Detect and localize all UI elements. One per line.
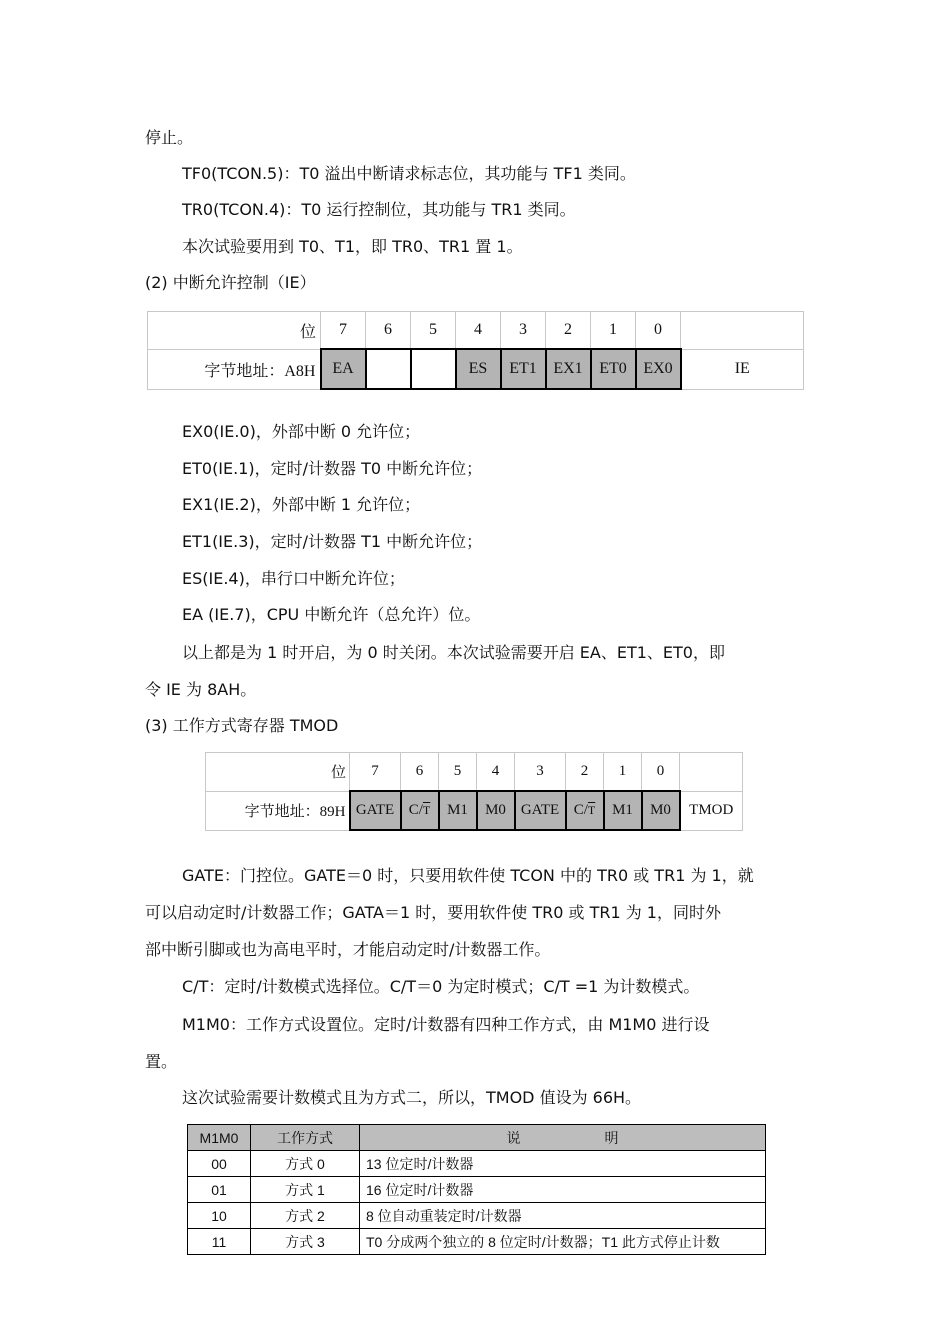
register-name: IE <box>681 349 804 389</box>
bit-field <box>566 791 604 830</box>
paragraph-text: 停止。 <box>145 128 194 147</box>
bit-number: 7 <box>350 753 401 792</box>
paragraph-text: EX1(IE.2)，外部中断 1 允许位； <box>182 495 421 514</box>
row-label: 位 <box>148 312 321 350</box>
column-header: M1M0 <box>188 1125 251 1151</box>
table-cell: 8 位自动重装定时/计数器 <box>360 1203 766 1229</box>
paragraph-text: ET0(IE.1)，定时/计数器 T0 中断允许位； <box>182 459 483 478</box>
paragraph-text: ET1(IE.3)，定时/计数器 T1 中断允许位； <box>182 532 483 551</box>
bit-field: ET0 <box>591 349 636 389</box>
paragraph-text: TF0(TCON.5)：T0 溢出中断请求标志位，其功能与 TF1 类同。 <box>182 164 636 183</box>
column-header: 说 明 <box>360 1125 766 1151</box>
bit-number: 0 <box>642 753 680 792</box>
table-cell: 00 <box>188 1151 251 1177</box>
bit-row <box>148 312 804 350</box>
paragraph-text: 可以启动定时/计数器工作；GATA＝1 时，要用软件使 TR0 或 TR1 为 1，同时外 <box>145 903 721 922</box>
table-cell: T0 分成两个独立的 8 位定时/计数器；T1 此方式停止计数 <box>360 1229 766 1255</box>
bit-field: EX0 <box>636 349 681 389</box>
byte-address-label: 字节地址：A8H <box>148 349 321 389</box>
bit-field: GATE <box>515 791 566 830</box>
paragraph-text: C/T：定时/计数模式选择位。C/T＝0 为定时模式；C/T =1 为计数模式。 <box>182 977 700 996</box>
ie-register-table <box>147 311 804 390</box>
table-cell: 16 位定时/计数器 <box>360 1177 766 1203</box>
tmod-register-table <box>205 752 743 831</box>
mode-table <box>187 1124 766 1255</box>
paragraph-text: 这次试验需要计数模式且为方式二，所以，TMOD 值设为 66H。 <box>182 1088 642 1107</box>
bit-field <box>401 791 439 830</box>
paragraph-text: 置。 <box>145 1052 178 1071</box>
bit-field: M0 <box>477 791 515 830</box>
bit-row <box>206 753 743 792</box>
bit-number: 3 <box>501 312 546 350</box>
ct-label: C/ <box>408 802 423 818</box>
bit-number: 6 <box>401 753 439 792</box>
table-cell: 方式 2 <box>251 1203 360 1229</box>
bit-number: 5 <box>411 312 456 350</box>
table-cell: 方式 0 <box>251 1151 360 1177</box>
section-heading: (3) 工作方式寄存器 TMOD <box>145 716 339 735</box>
column-header: 工作方式 <box>251 1125 360 1151</box>
table-row <box>188 1177 766 1203</box>
empty-cell <box>680 753 743 792</box>
paragraph-text: TR0(TCON.4)：T0 运行控制位，其功能与 TR1 类同。 <box>182 200 576 219</box>
section-heading: (2) 中断允许控制（IE） <box>145 273 316 292</box>
bit-number: 3 <box>515 753 566 792</box>
table-cell: 13 位定时/计数器 <box>360 1151 766 1177</box>
bit-number: 1 <box>591 312 636 350</box>
bit-number: 0 <box>636 312 681 350</box>
bit-field: M0 <box>642 791 680 830</box>
field-row <box>148 349 804 389</box>
byte-address-label: 字节地址：89H <box>206 791 350 830</box>
paragraph-text: EA (IE.7)，CPU 中断允许（总允许）位。 <box>182 605 481 624</box>
paragraph-text: 本次试验要用到 T0、T1，即 TR0、TR1 置 1。 <box>182 237 523 256</box>
bit-field: EA <box>321 349 366 389</box>
bit-number: 1 <box>604 753 642 792</box>
bit-field: ET1 <box>501 349 546 389</box>
bit-number: 6 <box>366 312 411 350</box>
table-cell: 方式 3 <box>251 1229 360 1255</box>
bit-number: 4 <box>456 312 501 350</box>
row-label: 位 <box>206 753 350 792</box>
empty-cell <box>681 312 804 350</box>
ct-overline: $\overline{T}$ <box>587 803 596 817</box>
bit-number: 4 <box>477 753 515 792</box>
paragraph-text: 部中断引脚或也为高电平时，才能启动定时/计数器工作。 <box>145 940 551 959</box>
ct-label: C/ <box>573 802 588 818</box>
table-cell: 01 <box>188 1177 251 1203</box>
bit-field <box>411 349 456 389</box>
bit-field: GATE <box>350 791 401 830</box>
bit-field: M1 <box>439 791 477 830</box>
table-row <box>188 1229 766 1255</box>
bit-field: ES <box>456 349 501 389</box>
table-row <box>188 1151 766 1177</box>
table-cell: 10 <box>188 1203 251 1229</box>
bit-number: 5 <box>439 753 477 792</box>
register-name: TMOD <box>680 791 743 830</box>
table-header-row <box>188 1125 766 1151</box>
bit-field: M1 <box>604 791 642 830</box>
bit-number: 2 <box>546 312 591 350</box>
bit-number: 7 <box>321 312 366 350</box>
table-cell: 方式 1 <box>251 1177 360 1203</box>
bit-field <box>366 349 411 389</box>
ct-overline: $\overline{T}$ <box>422 803 431 817</box>
paragraph-text: EX0(IE.0)，外部中断 0 允许位； <box>182 422 421 441</box>
field-row <box>206 791 743 830</box>
paragraph-text: ES(IE.4)，串行口中断允许位； <box>182 569 405 588</box>
paragraph-text: M1M0：工作方式设置位。定时/计数器有四种工作方式，由 M1M0 进行设 <box>182 1015 710 1034</box>
paragraph-text: GATE：门控位。GATE＝0 时，只要用软件使 TCON 中的 TR0 或 TR1 为 1，就 <box>182 866 754 885</box>
paragraph-text: 以上都是为 1 时开启，为 0 时关闭。本次试验需要开启 EA、ET1、ET0，即 <box>182 643 725 662</box>
table-cell: 11 <box>188 1229 251 1255</box>
table-row <box>188 1203 766 1229</box>
bit-field: EX1 <box>546 349 591 389</box>
bit-number: 2 <box>566 753 604 792</box>
paragraph-text: 令 IE 为 8AH。 <box>145 680 257 699</box>
